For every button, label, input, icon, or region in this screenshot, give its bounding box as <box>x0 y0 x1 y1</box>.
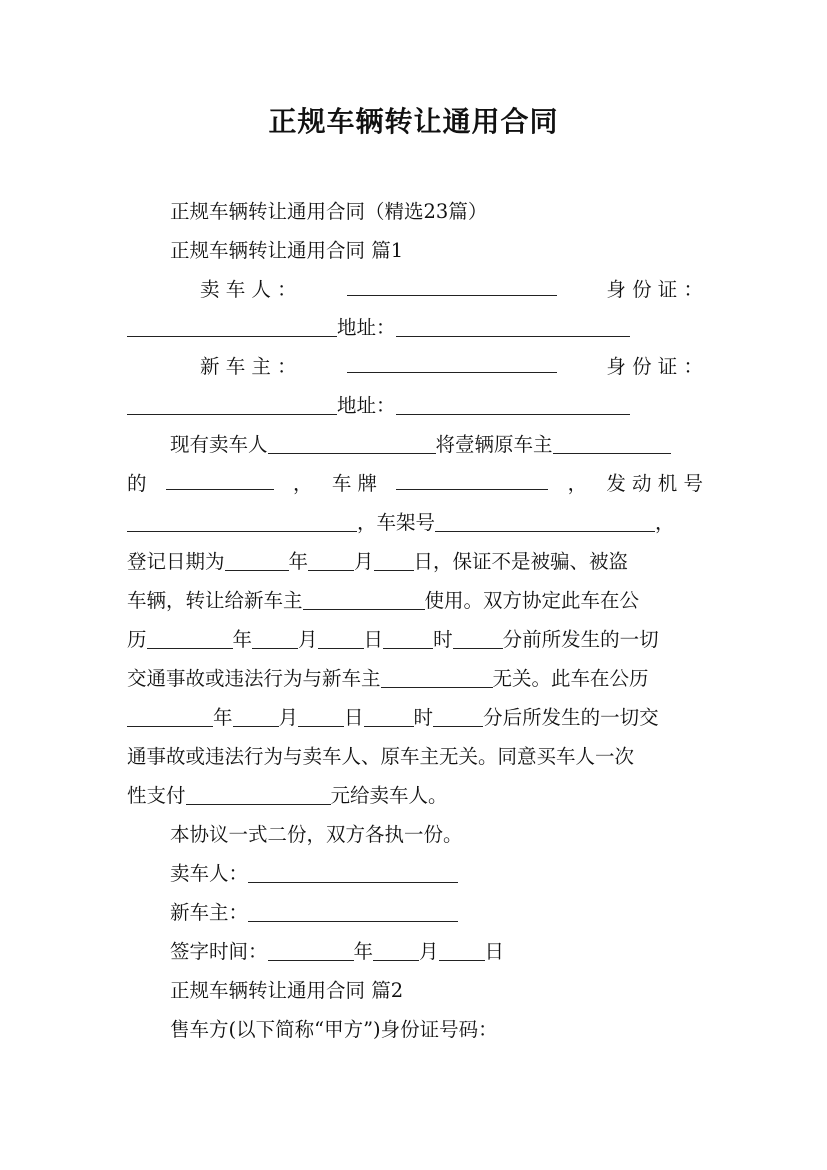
seller-address-blank <box>396 317 630 337</box>
body-line <box>170 431 703 459</box>
text: 历 <box>127 628 147 651</box>
blank <box>439 941 485 961</box>
text: 年 <box>232 628 253 651</box>
blank <box>433 707 483 727</box>
blank <box>318 629 364 649</box>
blank <box>147 629 233 649</box>
new-owner-label: 新 车 主 ： <box>200 355 297 378</box>
blank <box>298 707 344 727</box>
text: 车辆，转让给新车主 <box>127 589 303 612</box>
blank <box>233 707 279 727</box>
text: 日，保证不是被骗、被盗 <box>413 550 629 573</box>
text: ， <box>293 472 313 495</box>
body-line <box>127 587 703 615</box>
text: 将壹辆原车主 <box>435 433 553 456</box>
blank <box>166 470 274 490</box>
seller-sign-line <box>170 860 703 888</box>
blank <box>453 629 503 649</box>
new-owner-id-label: 身 份 证 ： <box>606 355 703 378</box>
body-line <box>127 782 703 810</box>
body-line <box>127 665 703 693</box>
text: 车 牌 <box>331 472 378 495</box>
new-owner-sign-line <box>170 899 703 927</box>
text: ，车架号 <box>357 511 436 534</box>
text: 年 <box>213 706 233 729</box>
blank <box>303 590 425 610</box>
text: 的 <box>127 472 147 495</box>
seller-id-label: 身 份 证 ： <box>606 278 703 301</box>
seller-address-line <box>127 314 703 342</box>
blank <box>396 470 548 490</box>
blank <box>127 707 213 727</box>
text: 无关。此车在公历 <box>492 667 649 690</box>
address-label: 地址： <box>337 316 396 339</box>
blank <box>553 434 671 454</box>
body-line <box>127 626 703 654</box>
text: 日 <box>363 628 384 651</box>
text: 年 <box>288 550 309 573</box>
text: 发 动 机 号 <box>606 472 703 495</box>
text: 性支付 <box>127 784 186 807</box>
blank <box>381 668 493 688</box>
body-line <box>127 509 703 537</box>
blank <box>383 629 433 649</box>
text: 日 <box>344 706 364 729</box>
text: 月 <box>419 940 439 963</box>
blank <box>127 512 357 532</box>
new-owner-line <box>200 353 703 381</box>
blank <box>268 941 354 961</box>
new-owner-sign-label: 新车主： <box>170 901 249 924</box>
blank <box>364 707 414 727</box>
new-owner-blank <box>347 353 557 373</box>
blank <box>225 551 289 571</box>
subtitle-line: 正规车辆转让通用合同（精选23篇） <box>170 200 488 223</box>
section-heading-1: 正规车辆转让通用合同 篇1 <box>170 239 404 262</box>
body-line <box>127 470 703 498</box>
seller-sign-label: 卖车人： <box>170 862 249 885</box>
text: 分后所发生的一切交 <box>483 706 659 729</box>
text: ， <box>567 472 588 495</box>
new-owner-address-line <box>127 392 703 420</box>
blank <box>374 551 414 571</box>
text: 现有卖车人 <box>170 433 268 456</box>
text: 元给卖车人。 <box>330 784 448 807</box>
seller-blank <box>347 276 557 296</box>
blank <box>268 434 436 454</box>
new-owner-sign-blank <box>248 902 458 922</box>
text: ， <box>655 511 675 534</box>
text: 月 <box>298 628 318 651</box>
text: 月 <box>278 706 299 729</box>
text: 年 <box>353 940 374 963</box>
body-line <box>127 548 703 576</box>
new-owner-id-blank <box>127 395 337 415</box>
copies-line: 本协议一式二份，双方各执一份。 <box>170 823 463 846</box>
blank <box>186 785 331 805</box>
sign-date-line <box>170 938 703 966</box>
text: 时 <box>433 628 453 651</box>
address-label: 地址： <box>337 394 396 417</box>
sign-date-label: 签字时间： <box>170 940 268 963</box>
seller-label: 卖 车 人 ： <box>200 278 297 301</box>
text: 时 <box>413 706 434 729</box>
blank <box>252 629 298 649</box>
text: 月 <box>354 550 374 573</box>
section-heading-2: 正规车辆转让通用合同 篇2 <box>170 979 404 1002</box>
text: 交通事故或违法行为与新车主 <box>127 667 381 690</box>
text: 日 <box>484 940 505 963</box>
seller-party-line: 售车方(以下简称“甲方”)身份证号码： <box>170 1018 498 1041</box>
new-owner-address-blank <box>396 395 630 415</box>
blank <box>373 941 419 961</box>
seller-line <box>200 276 703 304</box>
blank <box>308 551 354 571</box>
document-title: 正规车辆转让通用合同 <box>268 105 559 138</box>
body-line: 通事故或违法行为与卖车人、原车主无关。同意买车人一次 <box>127 745 635 768</box>
text: 分前所发生的一切 <box>502 628 659 651</box>
body-line <box>127 704 703 732</box>
text: 登记日期为 <box>127 550 225 573</box>
text: 使用。双方协定此车在公 <box>424 589 640 612</box>
seller-id-blank <box>127 317 337 337</box>
blank <box>435 512 655 532</box>
seller-sign-blank <box>248 863 458 883</box>
